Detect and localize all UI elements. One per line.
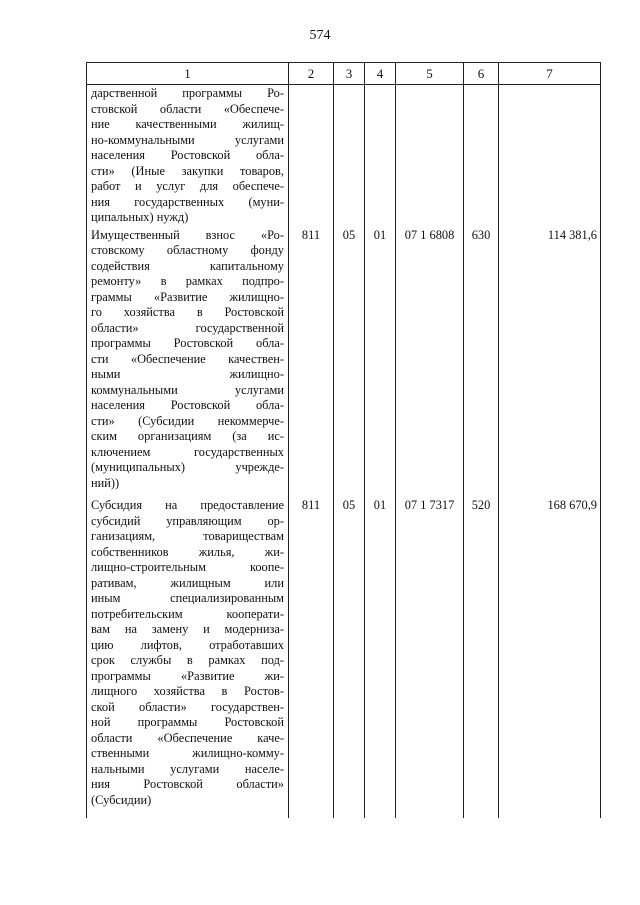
table-spacer-row: [87, 808, 601, 818]
subsection-cell: 01: [365, 226, 396, 492]
table-row: [87, 226, 601, 492]
description-line: собственников жилья, жи-: [91, 544, 284, 559]
description-line: нальными услугами населе-: [91, 761, 284, 776]
spacer-cell: [334, 808, 365, 818]
description-line: ния государственных (муни-: [91, 194, 284, 209]
description-line: сти» (Иные закупки товаров,: [91, 163, 284, 178]
description-line: ципальных) нужд): [91, 210, 189, 224]
spacer-cell: [464, 808, 499, 818]
description-line: области «Обеспечение каче-: [91, 730, 284, 745]
description-line: цию лифтов, отработавших: [91, 637, 284, 652]
description-line: ской области» государствен-: [91, 699, 284, 714]
expense-type-cell: 520: [464, 491, 499, 808]
description-line: населения Ростовской обла-: [91, 398, 284, 412]
description-line: Имущественный взнос «Ро-: [91, 227, 284, 242]
description-line: программы «Развитие жи-: [91, 668, 284, 683]
spacer-cell: [499, 808, 601, 818]
description-line: стовскому областному фонду: [91, 243, 284, 257]
column-header-section: 3: [334, 63, 365, 85]
page-number: 574: [309, 28, 331, 43]
spacer-cell: [396, 808, 464, 818]
description-line: области» государственной: [91, 320, 284, 335]
description-line: ными жилищно-: [91, 367, 284, 381]
section-cell: [334, 85, 365, 226]
column-header-ministry: 2: [289, 63, 334, 85]
description-line: ключением государственных: [91, 444, 284, 459]
description-line: (Субсидии): [91, 792, 152, 807]
description-line: но-коммунальными услугами: [91, 132, 284, 147]
expense-type-cell: 630: [464, 226, 499, 492]
description-line: срок службы в рамках под-: [91, 653, 284, 667]
description-line: лищного хозяйства в Ростов-: [91, 684, 284, 698]
table-row: [87, 491, 601, 808]
description-line: (муниципальных) учрежде-: [91, 460, 284, 474]
ministry-cell: [289, 85, 334, 226]
budget-table: [86, 62, 601, 818]
amount-cell: [499, 85, 601, 226]
table-row: [87, 85, 601, 226]
description-line: лищно-строительным коопе-: [91, 560, 284, 574]
description-line: стовской области «Обеспече-: [91, 101, 284, 116]
description-line: ремонту» в рамках подпро-: [91, 274, 284, 288]
subsection-cell: 01: [365, 491, 396, 808]
column-header-subsection: 4: [365, 63, 396, 85]
description-line: субсидий управляющим ор-: [91, 513, 284, 528]
table-body: [87, 85, 601, 819]
description-line: ративам, жилищным или: [91, 575, 284, 590]
column-header-target-article: 5: [396, 63, 464, 85]
section-cell: 05: [334, 491, 365, 808]
expense-type-cell: [464, 85, 499, 226]
description-line: содействия капитальному: [91, 258, 284, 273]
spacer-cell: [87, 808, 289, 818]
description-line: ния Ростовской области»: [91, 777, 284, 791]
ministry-cell: 811: [289, 491, 334, 808]
subsection-cell: [365, 85, 396, 226]
spacer-cell: [289, 808, 334, 818]
description-line: го хозяйства в Ростовской: [91, 305, 284, 319]
description-line: потребительским кооперати-: [91, 606, 284, 621]
section-cell: 05: [334, 226, 365, 492]
description-line: программы Ростовской обла-: [91, 336, 284, 350]
description-line: ной программы Ростовской: [91, 715, 284, 729]
description-line: населения Ростовской обла-: [91, 148, 284, 162]
description-line: вам на замену и модерниза-: [91, 622, 284, 636]
description-line: сти» (Субсидии некоммерче-: [91, 413, 284, 428]
ministry-cell: 811: [289, 226, 334, 492]
spacer-cell: [365, 808, 396, 818]
description-cell: [87, 226, 289, 492]
description-cell: [87, 85, 289, 226]
target-article-cell: [396, 85, 464, 226]
description-line: Субсидия на предоставление: [91, 498, 284, 512]
description-line: иным специализированным: [91, 591, 284, 605]
header-row: [87, 63, 601, 85]
description-line: ние качественными жилищ-: [91, 117, 284, 131]
description-cell: [87, 491, 289, 808]
column-header-description: 1: [87, 63, 289, 85]
amount-cell: 114 381,6: [499, 226, 601, 492]
target-article-cell: 07 1 7317: [396, 491, 464, 808]
description-line: сти «Обеспечение качествен-: [91, 351, 284, 366]
description-line: работ и услуг для обеспече-: [91, 179, 284, 193]
column-header-amount: 7: [499, 63, 601, 85]
target-article-cell: 07 1 6808: [396, 226, 464, 492]
amount-cell: 168 670,9: [499, 491, 601, 808]
description-line: коммунальными услугами: [91, 382, 284, 397]
description-line: дарственной программы Ро-: [91, 86, 284, 100]
description-line: граммы «Развитие жилищно-: [91, 289, 284, 304]
description-line: ским организациям (за ис-: [91, 429, 284, 443]
description-line: ственными жилищно-комму-: [91, 746, 284, 760]
description-line: ганизациям, товариществам: [91, 529, 284, 543]
description-line: ний)): [91, 475, 120, 490]
column-header-expense-type: 6: [464, 63, 499, 85]
